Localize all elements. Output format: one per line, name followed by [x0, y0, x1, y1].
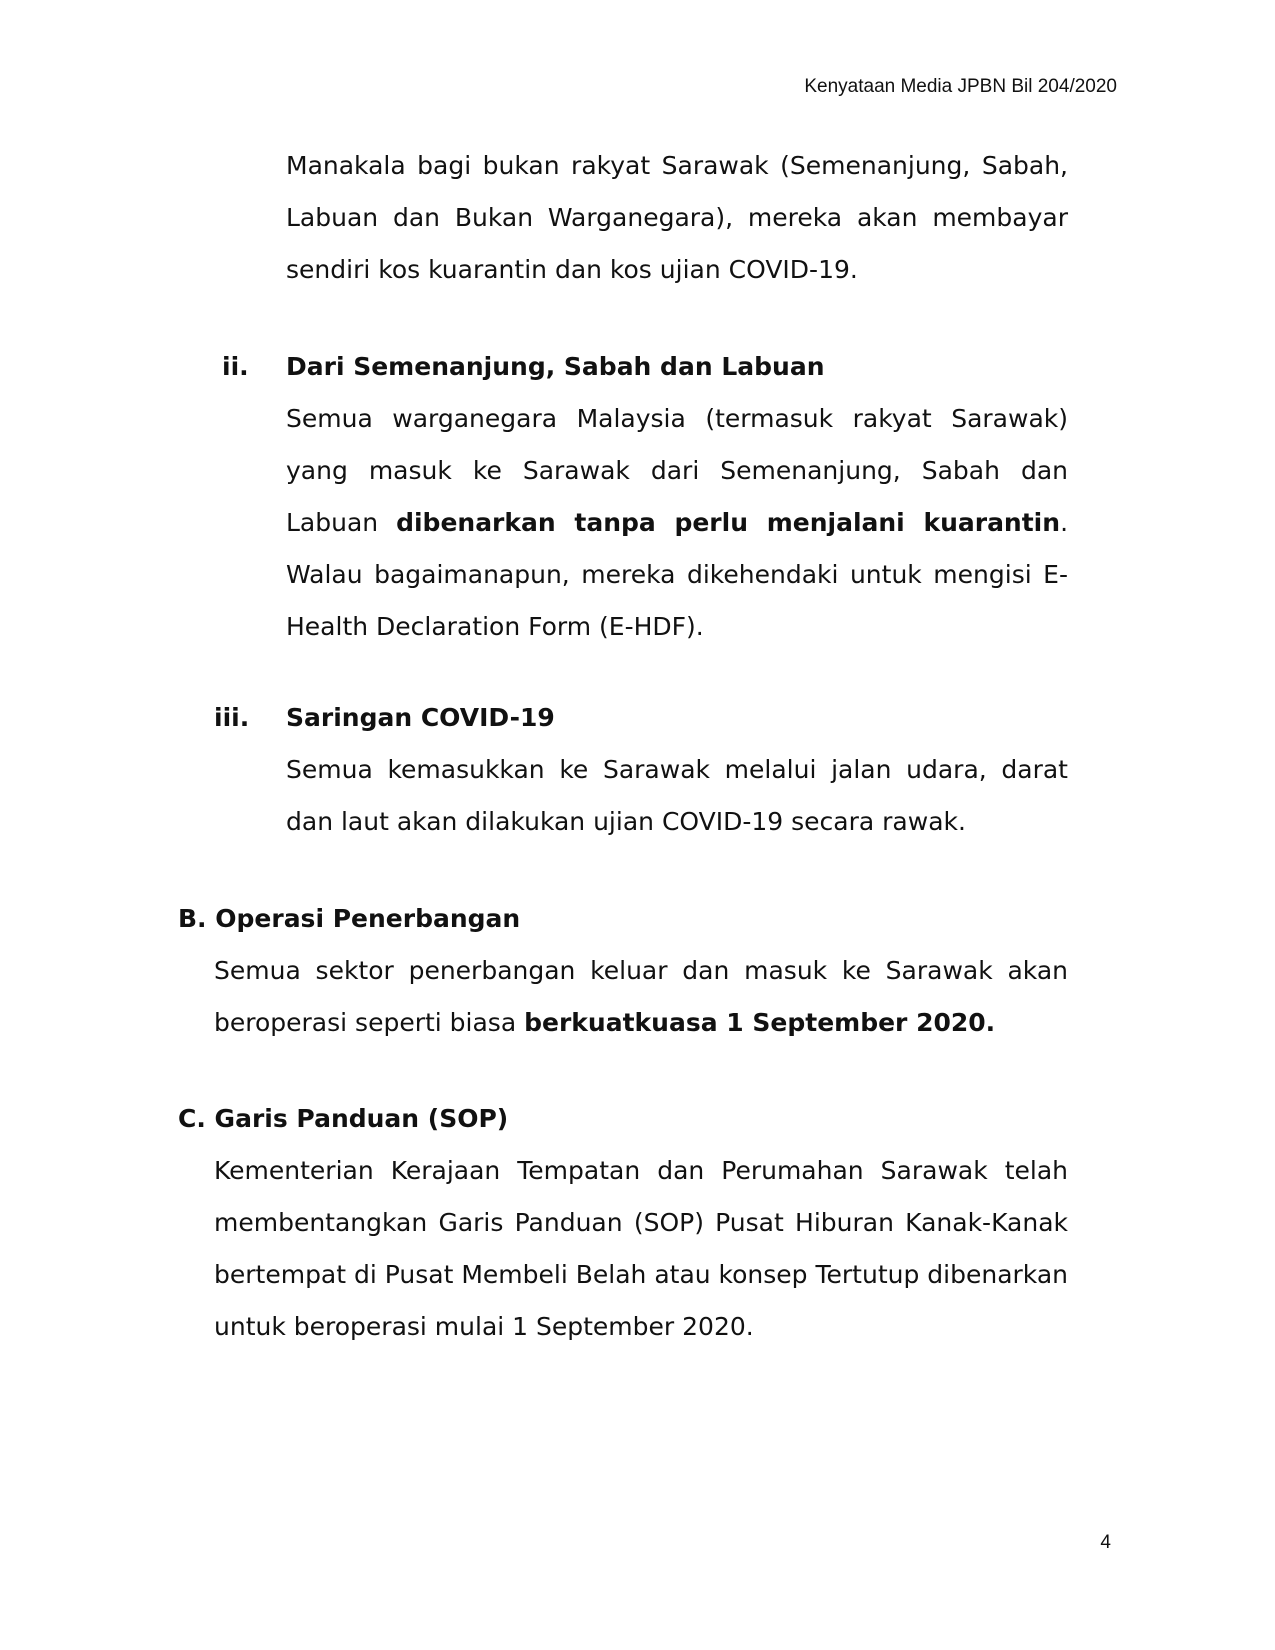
section-b-paragraph — [214, 945, 1068, 1049]
item-iii-section — [286, 692, 1068, 848]
continuation-paragraph: Manakala bagi bukan rakyat Sarawak (Semenanjung, Sabah, Labuan dan Bukan Warganegara), mereka akan membayar sendiri kos kuarantin dan kos ujian COVID-19. — [286, 151, 1068, 284]
document-header: Kenyataan Media JPBN Bil 204/2020 — [804, 76, 1117, 97]
item-iii-paragraph: Semua kemasukkan ke Sarawak melalui jalan udara, darat dan laut akan dilakukan ujian COVID-19 secara rawak. — [286, 755, 1068, 836]
section-b-text-bold: berkuatkuasa 1 September 2020. — [524, 1008, 996, 1037]
item-ii-number: ii. — [222, 352, 249, 381]
item-ii-title: Dari Semenanjung, Sabah dan Labuan — [286, 352, 825, 381]
item-ii-text-after: . Walau bagaimanapun, mereka dikehendaki untuk mengisi E-Health Declaration Form (E-HDF). — [286, 508, 1069, 641]
item-ii-paragraph — [286, 393, 1068, 653]
section-c-paragraph: Kementerian Kerajaan Tempatan dan Perumahan Sarawak telah membentangkan Garis Panduan (SOP) Pusat Hiburan Kanak-Kanak bertempat di Pusat Membeli Belah atau konsep Tertutup dibenarkan untuk beroperasi mulai 1 September 2020. — [214, 1156, 1069, 1341]
item-ii-text-before: Semua warganegara Malaysia (termasuk rakyat Sarawak) yang masuk ke Sarawak dari Semenanjung, Sabah dan Labuan — [286, 404, 1068, 537]
continuation-section — [286, 140, 1068, 296]
item-ii-text-bold: dibenarkan tanpa perlu menjalani kuarantin — [396, 508, 1061, 537]
section-c-title: C. Garis Panduan (SOP) — [178, 1104, 509, 1133]
item-ii-section — [286, 341, 1068, 653]
section-b-title: B. Operasi Penerbangan — [178, 904, 521, 933]
section-c — [178, 1093, 1068, 1353]
page-number: 4 — [1100, 1532, 1111, 1553]
item-iii-title: Saringan COVID-19 — [286, 703, 555, 732]
item-iii-number: iii. — [214, 703, 250, 732]
section-b — [178, 893, 1068, 1049]
section-b-text-before: Semua sektor penerbangan keluar dan masuk ke Sarawak akan beroperasi seperti biasa — [214, 956, 1068, 1037]
